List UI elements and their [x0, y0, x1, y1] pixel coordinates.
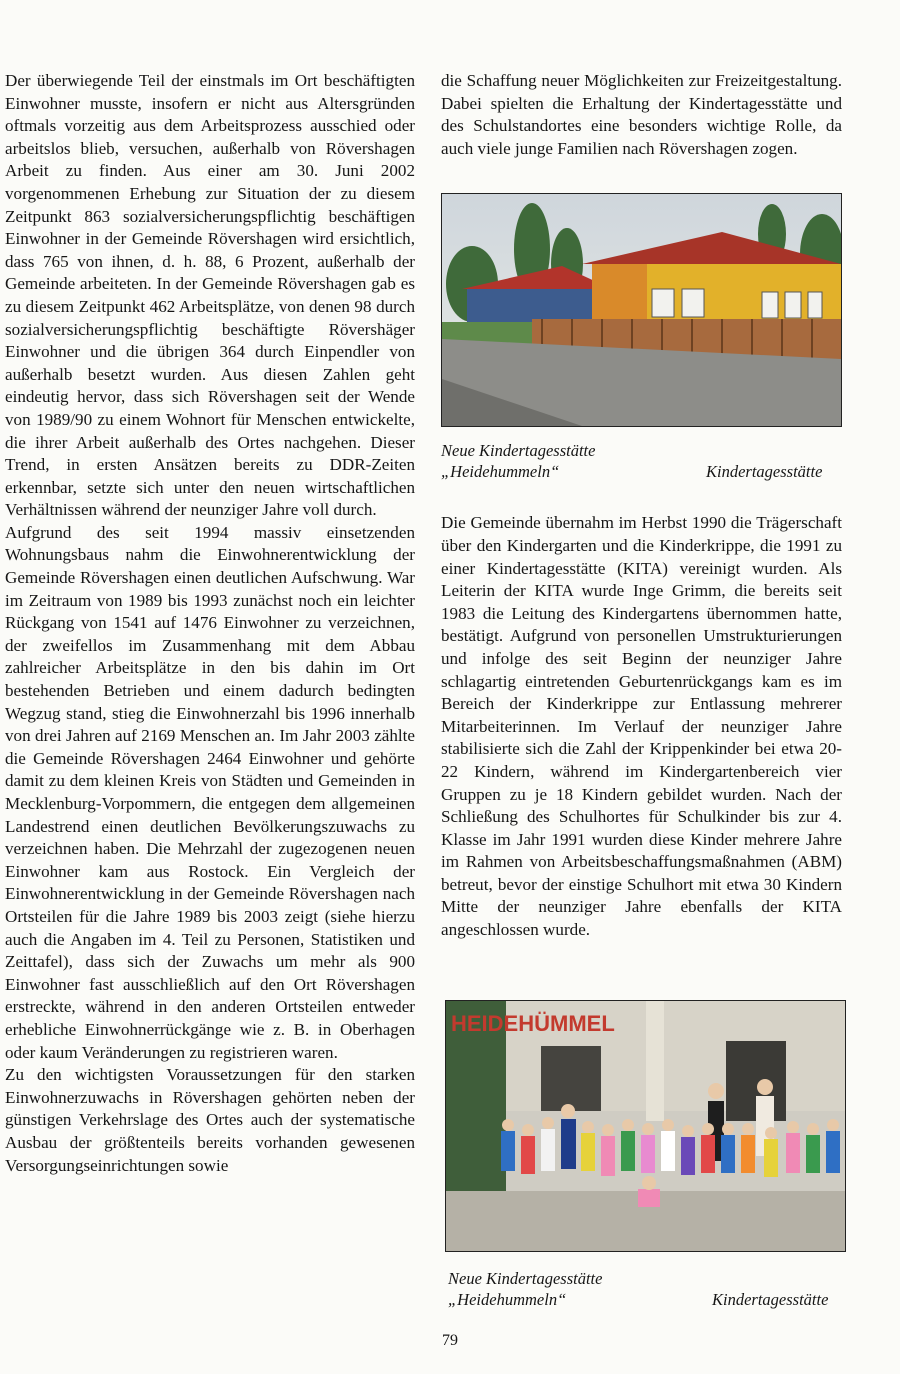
photo-caption-right: Kindertagesstätte — [712, 1290, 829, 1309]
kindergarten-building-photo — [441, 193, 842, 427]
page-number: 79 — [442, 1332, 458, 1349]
left-text-column — [5, 70, 415, 1177]
kindergarten-children-photo — [445, 1000, 846, 1252]
sign-text: HEIDEHÜMMEL — [451, 1011, 615, 1036]
photo-caption — [441, 440, 595, 482]
photo-caption — [448, 1268, 602, 1310]
photo-caption-right: Kindertagesstätte — [706, 462, 823, 481]
paragraph: Der überwiegende Teil der einstmals im Ort beschäftigten Einwohner musste, insofern er nicht aus Altersgründen oftmals vorzeitig aus dem Arbeitsprozess ausschied oder arbeitslos blieb, versuchen, außerhalb von Rövershagen Arbeit zu finden. Aus einer am 30. Juni 2002 vorgenommenen Erhebung zur Situation der zu diesem Zeitpunkt 863 sozialversicherungspflichtig beschäftigen Einwohner in der Gemeinde Rövershagen wird ersichtlich, dass 765 von ihnen, d. h. 88, 6 Prozent, außerhalb der Gemeinde arbeiteten. In der Gemeinde Rövershagen gab es zu diesem Zeitpunkt 462 Arbeitsplätze, von denen 98 durch sozialversicherungspflichtig beschäftigte Rövershäger Einwohner und die übrigen 364 durch Einpendler von außerhalb besetzt wurden. Aus diesen Zahlen geht eindeutig hervor, dass sich Rövershagen seit der Wende von 1989/90 zu einem Wohnort für Menschen entwickelte, die ihrer Arbeit außerhalb des Ortes nachgehen. Dieser Trend, in ersten Ansätzen bereits zu DDR-Zeiten erkennbar, setzte sich unter den neuen wirtschaftlichen Verhältnissen während der neunziger Jahre voll durch. — [5, 71, 415, 520]
paragraph: Aufgrund des seit 1994 massiv einsetzenden Wohnungsbaus nahm die Einwohnerentwicklung der Gemeinde Rövershagen einen deutlichen Aufschwung. War im Zeitraum von 1989 bis 1993 zunächst noch ein leichter Rückgang von 1541 auf 1476 Einwohner zu verzeichnen, der zweifellos im Zusammenhang mit dem Abbau zahlreicher Arbeitsplätze in den bis dahin im Ort bestehenden Betrieben und einem dadurch bedingten Wegzug stand, stieg die Einwohnerzahl bis 1996 innerhalb von drei Jahren auf 2169 Menschen an. Im Jahr 2003 zählte die Gemeinde Rövershagen 2464 Einwohner und gehörte damit zu dem kleinen Kreis von Städten und Gemeinden in Mecklenburg-Vorpommern, die entgegen dem allgemeinen Landestrend einen deutlichen Bevölkerungszuwachs zu verzeichnen haben. Die Mehrzahl der zugezogenen neuen Einwohner kam aus Rostock. Ein Vergleich der Einwohnerentwicklung in der Gemeinde Rövershagen nach Ortsteilen für die Jahre 1989 bis 2003 zeigt (siehe hierzu auch die Angaben im 4. Teil zu Personen, Statistiken und Zeittafel), dass sich der Zuwachs um mehr als 900 Einwohner fast ausschließlich auf den Ort Rövershagen erstreckte, während in den anderen Ortsteilen entweder erhebliche Einwohnerrückgänge wie z. B. in Oberhagen oder kaum Veränderungen zu registrieren waren. — [5, 522, 415, 1062]
paragraph: Die Gemeinde übernahm im Herbst 1990 die Trägerschaft über den Kindergarten und die Kinderkrippe, die 1991 zu einer Kindertagesstätte (KITA) vereinigt wurden. Als Leiterin der KITA wurde Inge Grimm, die bereits seit 1983 die Leitung des Kindergartens übernommen hatte, bestätigt. Aufgrund von personellen Umstrukturierungen und infolge des seit Beginn der neunziger Jahre schlagartig eintretenden Geburtenrückgangs kam es im Bereich der Kinderkrippe zur Entlassung mehrerer Mitarbeiterinnen. Im Verlauf der neunziger Jahre stabilisierte sich die Zahl der Krippenkinder bei etwa 20-22 Kindern, während im Kindergartenbereich vier Gruppen zu je 18 Kindern gebildet wurden. Nach der Schließung des Schulhortes für Schulkinder bis zur 4. Klasse im Jahr 1991 wurden diese Kinder mehrere Jahre im Rahmen von Arbeitsbeschaffungsmaßnahmen (ABM) betreut, bevor der einstige Schulhort mit etwa 30 Kindern Mitte der neunziger Jahre ebenfalls der KITA angeschlossen wurde. — [441, 513, 842, 940]
paragraph: die Schaffung neuer Möglichkeiten zur Freizeitgestaltung. Dabei spielten die Erhaltung der Kindertagesstätte und des Schulstandortes eine besonders wichtige Rolle, da auch viele junge Familien nach Rövershagen zogen. — [441, 71, 842, 158]
caption-line: Neue Kindertagesstätte — [448, 1269, 603, 1288]
caption-line: „Heidehummeln“ — [448, 1290, 567, 1309]
paragraph: Zu den wichtigsten Voraussetzungen für den starken Einwohnerzuwachs in Rövershagen gehörten neben der günstigen Verkehrslage des Ortes auch der systematische Ausbau der größtenteils bereits vorhanden gewesenen Versorgungseinrichtungen sowie — [5, 1065, 415, 1175]
caption-line: Neue Kindertagesstätte — [441, 441, 596, 460]
caption-line: „Heidehummeln“ — [441, 462, 560, 481]
